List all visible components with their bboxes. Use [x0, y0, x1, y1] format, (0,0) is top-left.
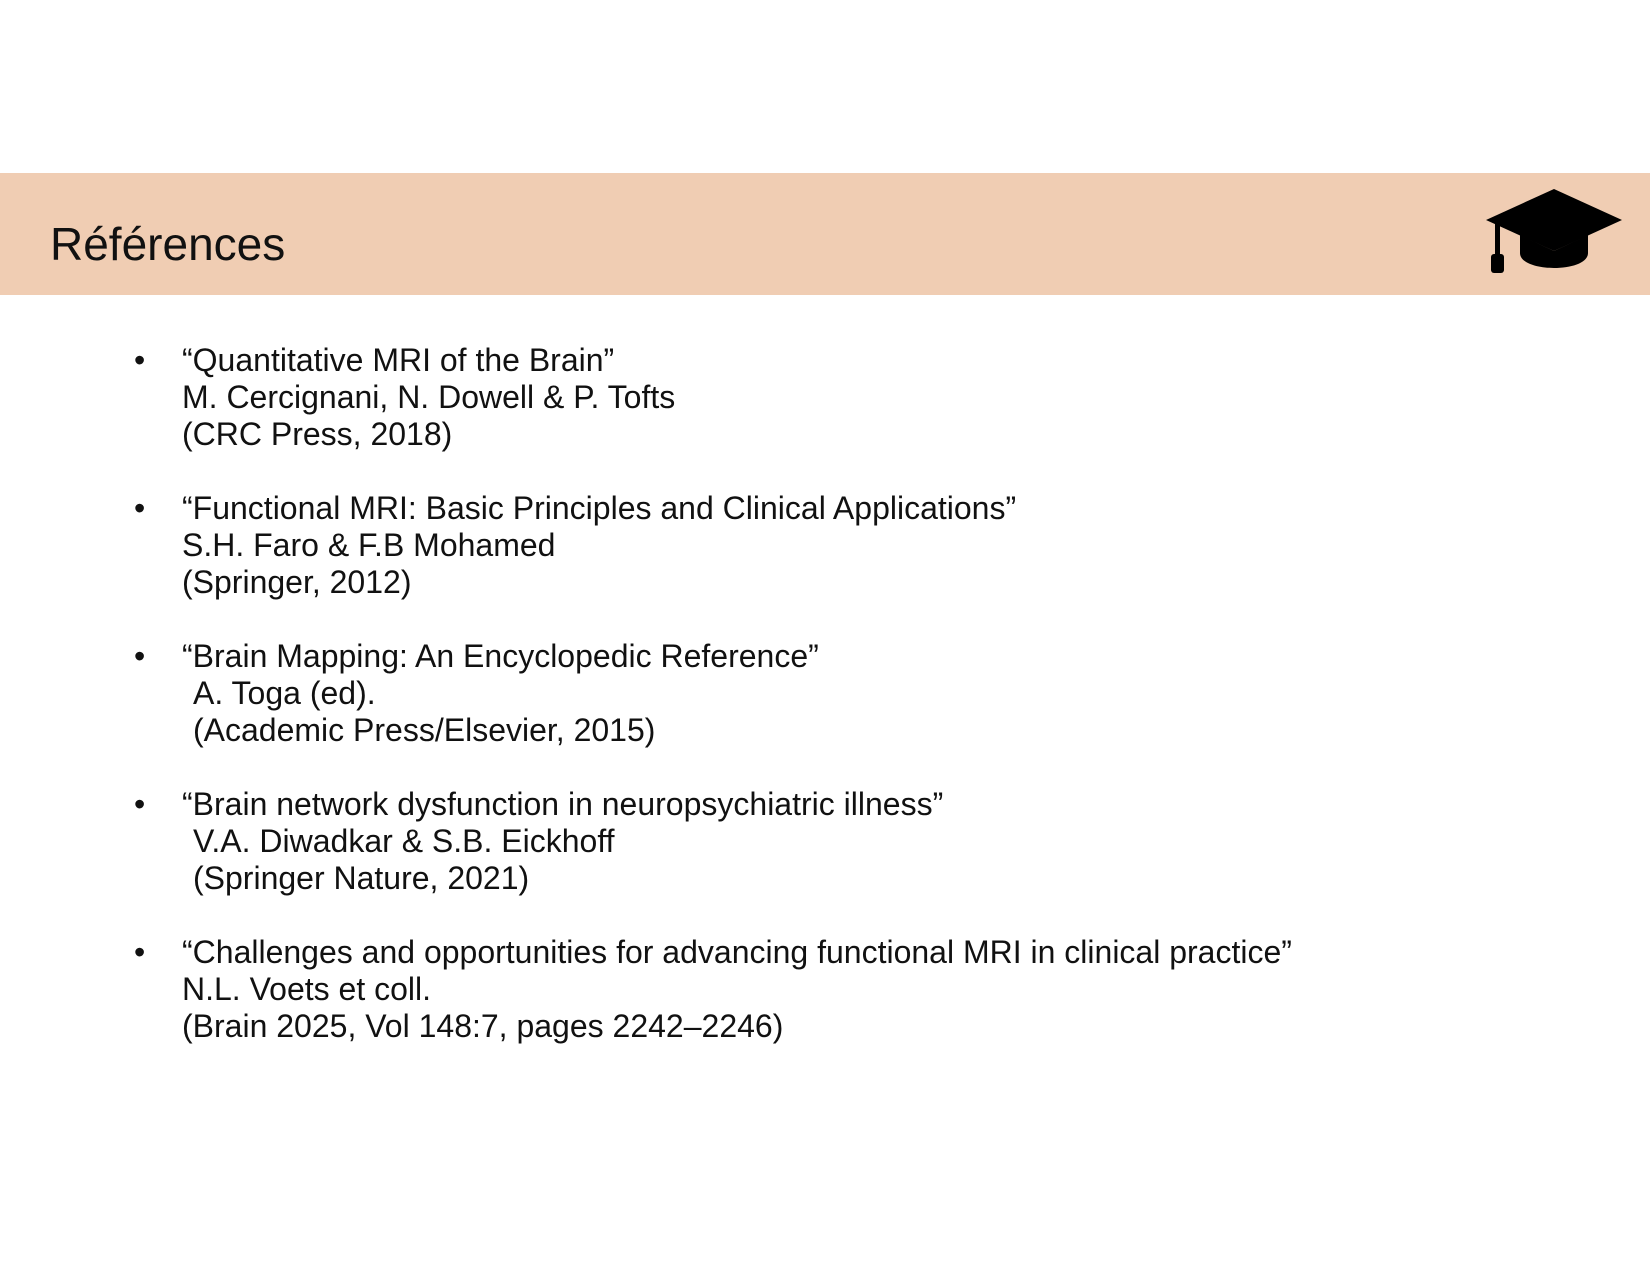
bullet: •	[134, 786, 146, 822]
reference-item	[0, 786, 1650, 934]
reference-list	[0, 342, 1650, 1082]
reference-title: “Brain network dysfunction in neuropsychiatric illness”	[182, 786, 944, 822]
reference-publisher: (Springer, 2012)	[182, 564, 412, 600]
reference-publisher: (Brain 2025, Vol 148:7, pages 2242–2246)	[182, 1008, 784, 1044]
reference-title: “Quantitative MRI of the Brain”	[182, 342, 615, 378]
page-title: Références	[50, 218, 286, 270]
reference-authors: N.L. Voets et coll.	[182, 971, 432, 1007]
bullet: •	[134, 490, 146, 526]
reference-authors: V.A. Diwadkar & S.B. Eickhoff	[193, 823, 615, 859]
reference-item	[0, 934, 1650, 1082]
reference-item	[0, 342, 1650, 490]
bullet: •	[134, 638, 146, 674]
reference-publisher: (Academic Press/Elsevier, 2015)	[193, 712, 656, 748]
reference-authors: M. Cercignani, N. Dowell & P. Tofts	[182, 379, 676, 415]
reference-authors: S.H. Faro & F.B Mohamed	[182, 527, 556, 563]
reference-item	[0, 490, 1650, 638]
reference-title: “Functional MRI: Basic Principles and Clinical Applications”	[182, 490, 1017, 526]
reference-publisher: (Springer Nature, 2021)	[193, 860, 530, 896]
bullet: •	[134, 934, 146, 970]
reference-authors: A. Toga (ed).	[193, 675, 376, 711]
reference-title: “Challenges and opportunities for advancing functional MRI in clinical practice”	[182, 934, 1292, 970]
bullet: •	[134, 342, 146, 378]
reference-item	[0, 638, 1650, 786]
reference-publisher: (CRC Press, 2018)	[182, 416, 453, 452]
graduation-cap-icon	[1484, 187, 1624, 277]
reference-title: “Brain Mapping: An Encyclopedic Reference”	[182, 638, 819, 674]
